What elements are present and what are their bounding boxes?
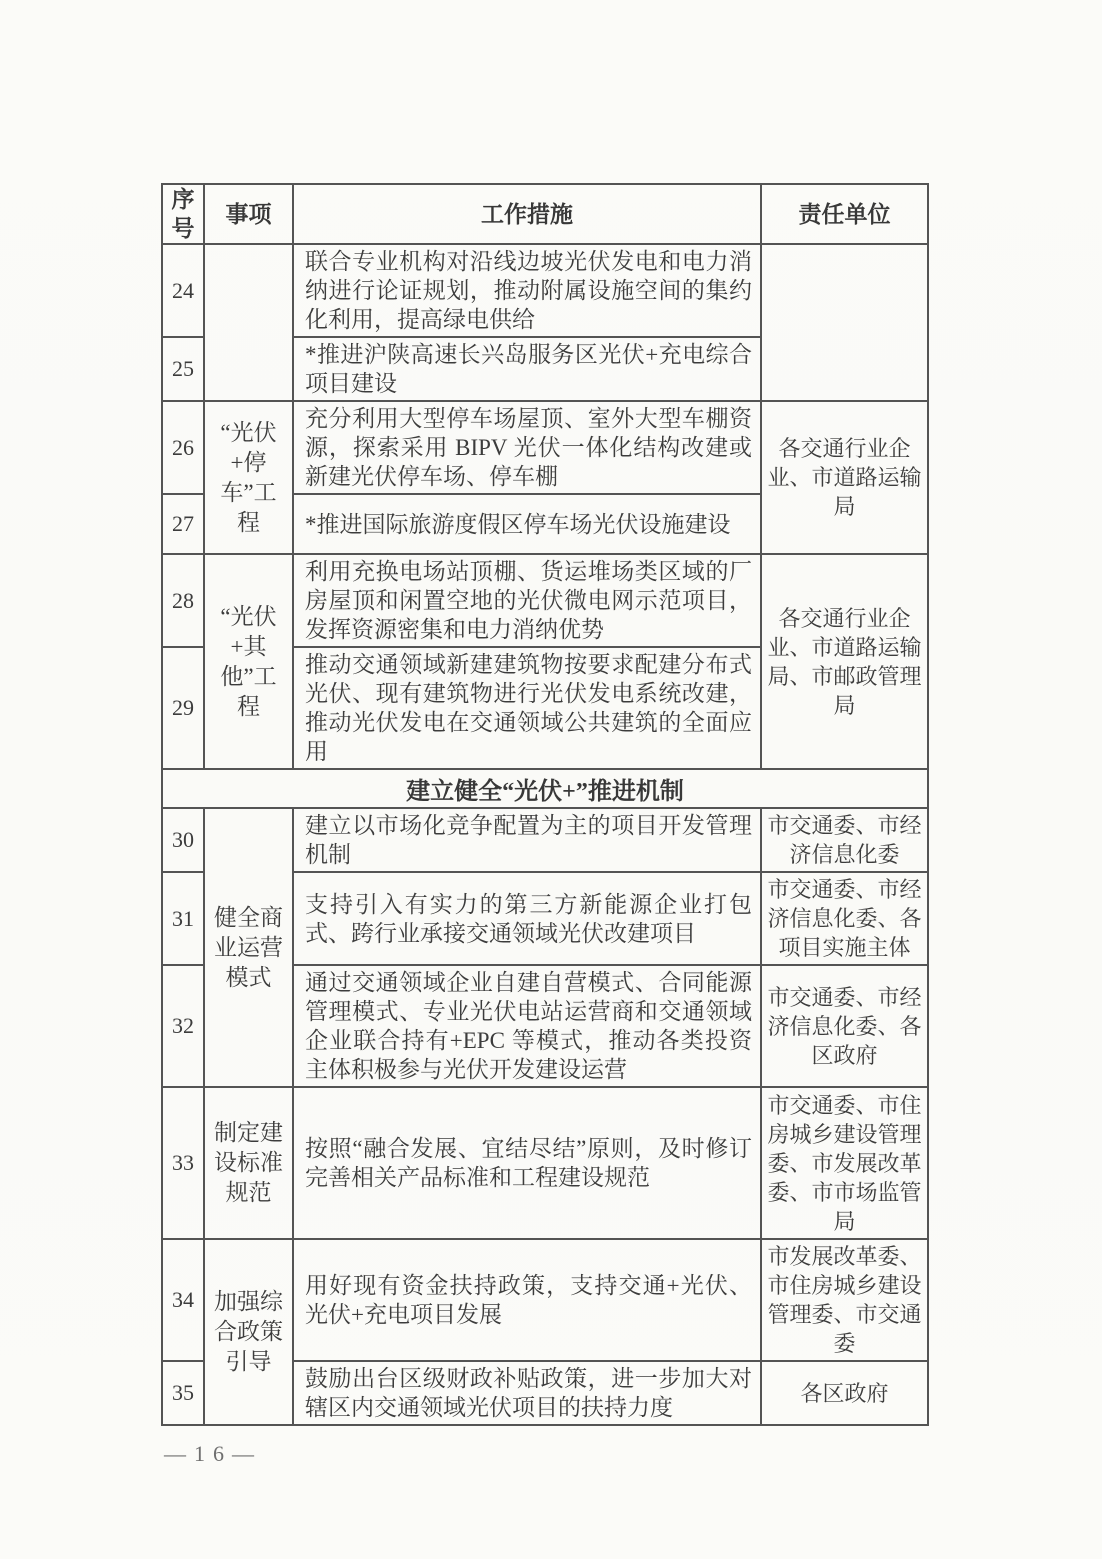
header-no: 序号: [162, 184, 204, 244]
unit-cell: 市交通委、市经济信息化委: [761, 808, 928, 872]
row-number-cell: 32: [162, 965, 204, 1087]
item-cell: 制定建设标准规范: [204, 1087, 293, 1239]
row-number-cell: 29: [162, 647, 204, 769]
item-cell-blank: [204, 244, 293, 401]
section-header: 建立健全“光伏+”推进机制: [162, 769, 928, 808]
header-unit: 责任单位: [761, 184, 928, 244]
measure-cell: 按照“融合发展、宜结尽结”原则，及时修订完善相关产品标准和工程建设规范: [293, 1087, 761, 1239]
header-item: 事项: [204, 184, 293, 244]
measure-cell: *推进国际旅游度假区停车场光伏设施建设: [293, 494, 761, 554]
item-cell: “光伏+停车”工程: [204, 401, 293, 554]
measure-cell: 充分利用大型停车场屋顶、室外大型车棚资源，探索采用 BIPV 光伏一体化结构改建或新建光伏停车场、停车棚: [293, 401, 761, 494]
page-number: —16—: [164, 1441, 262, 1466]
row-number-cell: 25: [162, 337, 204, 401]
item-cell: 健全商业运营模式: [204, 808, 293, 1087]
measure-cell: 推动交通领域新建建筑物按要求配建分布式光伏、现有建筑物进行光伏发电系统改建，推动光伏发电在交通领域公共建筑的全面应用: [293, 647, 761, 769]
row-number-cell: 27: [162, 494, 204, 554]
unit-cell: 市交通委、市经济信息化委、各项目实施主体: [761, 872, 928, 965]
header-measure: 工作措施: [293, 184, 761, 244]
table-row: [162, 808, 928, 872]
unit-cell: 各区政府: [761, 1361, 928, 1425]
measure-cell: 鼓励出台区级财政补贴政策，进一步加大对辖区内交通领域光伏项目的扶持力度: [293, 1361, 761, 1425]
table-row: [162, 554, 928, 647]
row-number-cell: 33: [162, 1087, 204, 1239]
measure-cell: 建立以市场化竞争配置为主的项目开发管理机制: [293, 808, 761, 872]
table-row: [162, 1087, 928, 1239]
row-number-cell: 31: [162, 872, 204, 965]
work-measures-table: [161, 183, 929, 1426]
unit-cell: 市发展改革委、市住房城乡建设管理委、市交通委: [761, 1239, 928, 1361]
section-header-row: [162, 769, 928, 808]
measure-cell: 用好现有资金扶持政策，支持交通+光伏、光伏+充电项目发展: [293, 1239, 761, 1361]
unit-cell: 市交通委、市住房城乡建设管理委、市发展改革委、市市场监管局: [761, 1087, 928, 1239]
measure-cell: 通过交通领域企业自建自营模式、合同能源管理模式、专业光伏电站运营商和交通领域企业联合持有+EPC 等模式，推动各类投资主体积极参与光伏开发建设运营: [293, 965, 761, 1087]
unit-cell: 市交通委、市经济信息化委、各区政府: [761, 965, 928, 1087]
row-number-cell: 28: [162, 554, 204, 647]
measure-cell: 支持引入有实力的第三方新能源企业打包式、跨行业承接交通领域光伏改建项目: [293, 872, 761, 965]
table-row: [162, 1239, 928, 1361]
table-row: [162, 401, 928, 494]
row-number-cell: 34: [162, 1239, 204, 1361]
row-number-cell: 30: [162, 808, 204, 872]
table-header-row: [162, 184, 928, 244]
unit-cell: 各交通行业企业、市道路运输局: [761, 401, 928, 554]
item-cell: “光伏+其他”工程: [204, 554, 293, 769]
unit-cell-blank: [761, 244, 928, 401]
row-number-cell: 24: [162, 244, 204, 337]
item-cell: 加强综合政策引导: [204, 1239, 293, 1425]
row-number-cell: 26: [162, 401, 204, 494]
measure-cell: 联合专业机构对沿线边坡光伏发电和电力消纳进行论证规划，推动附属设施空间的集约化利用，提高绿电供给: [293, 244, 761, 337]
measure-cell: 利用充换电场站顶棚、货运堆场类区域的厂房屋顶和闲置空地的光伏微电网示范项目，发挥资源密集和电力消纳优势: [293, 554, 761, 647]
measure-cell: *推进沪陕高速长兴岛服务区光伏+充电综合项目建设: [293, 337, 761, 401]
table-row: [162, 244, 928, 337]
row-number-cell: 35: [162, 1361, 204, 1425]
unit-cell: 各交通行业企业、市道路运输局、市邮政管理局: [761, 554, 928, 769]
